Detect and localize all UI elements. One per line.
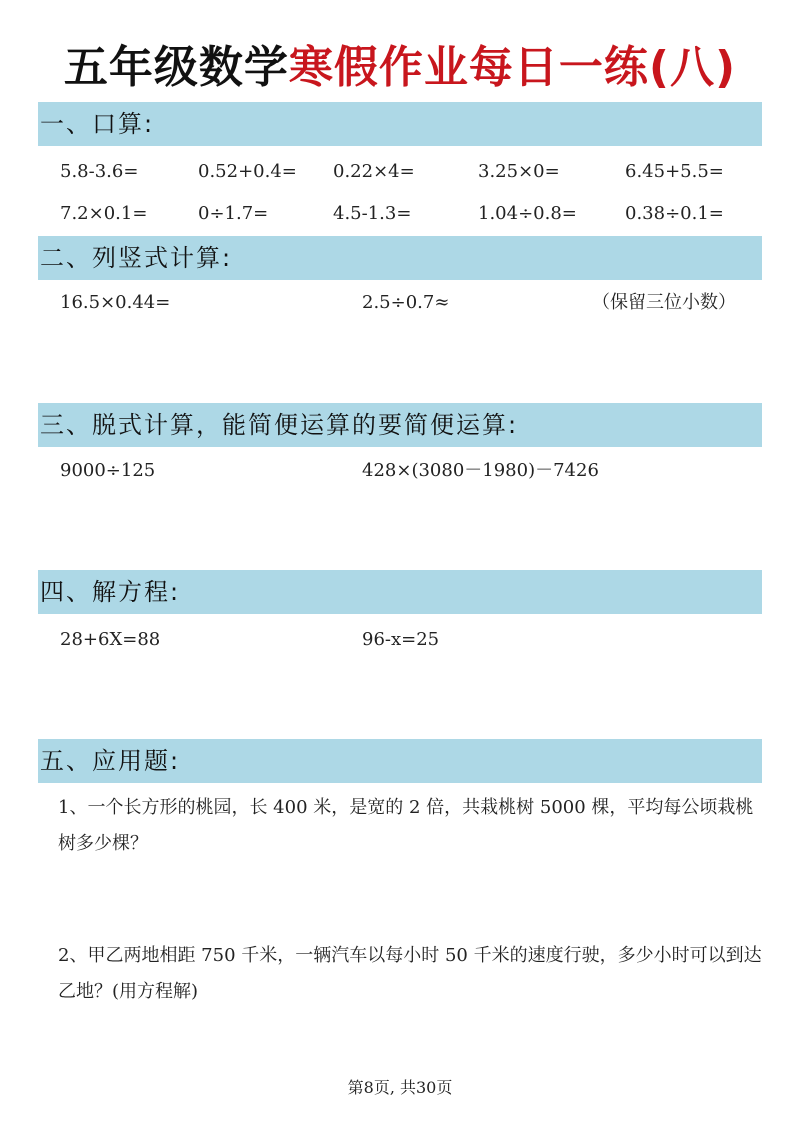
equation-item: 96-x=25 <box>362 629 440 650</box>
mental-item: 6.45+5.5= <box>625 161 724 182</box>
mental-item: 1.04÷0.8= <box>478 203 577 224</box>
mental-item: 0.22×4= <box>333 161 415 182</box>
vertical-note: （保留三位小数） <box>592 292 736 313</box>
section-heading-word-problems: 五、应用题: <box>40 747 181 775</box>
mental-item: 0.52+0.4= <box>198 161 297 182</box>
mental-item: 0÷1.7= <box>198 203 269 224</box>
section-heading-mental: 一、口算: <box>40 110 155 138</box>
section-heading-equations: 四、解方程: <box>40 578 181 606</box>
title-part-grade: 五年级数学 <box>63 42 289 93</box>
word-problem-1: 1、一个长方形的桃园，长 400 米，是宽的 2 倍，共栽桃树 5000 棵，平均每公顷栽桃树多少棵？ <box>58 797 754 854</box>
page-footer: 第8页, 共30页 <box>347 1078 453 1097</box>
mental-item: 3.25×0= <box>478 161 560 182</box>
page-title <box>0 38 800 98</box>
stepwise-item: 428×(3080－1980)－7426 <box>362 460 599 481</box>
stepwise-item: 9000÷125 <box>60 460 156 481</box>
section-heading-stepwise: 三、脱式计算，能简便运算的要简便运算: <box>40 411 519 439</box>
mental-item: 4.5-1.3= <box>333 203 412 224</box>
mental-item: 7.2×0.1= <box>60 203 148 224</box>
vertical-item: 16.5×0.44= <box>60 292 171 313</box>
equation-item: 28+6X=88 <box>60 629 161 650</box>
mental-item: 5.8-3.6= <box>60 161 139 182</box>
mental-item: 0.38÷0.1= <box>625 203 724 224</box>
section-heading-vertical: 二、列竖式计算: <box>40 244 233 272</box>
title-part-topic: 寒假作业每日一练(八) <box>288 42 737 93</box>
vertical-item: 2.5÷0.7≈ <box>362 292 450 313</box>
word-problem-2: 2、甲乙两地相距 750 千米，一辆汽车以每小时 50 千米的速度行驶，多少小时可以到达乙地？(用方程解) <box>58 945 762 1002</box>
